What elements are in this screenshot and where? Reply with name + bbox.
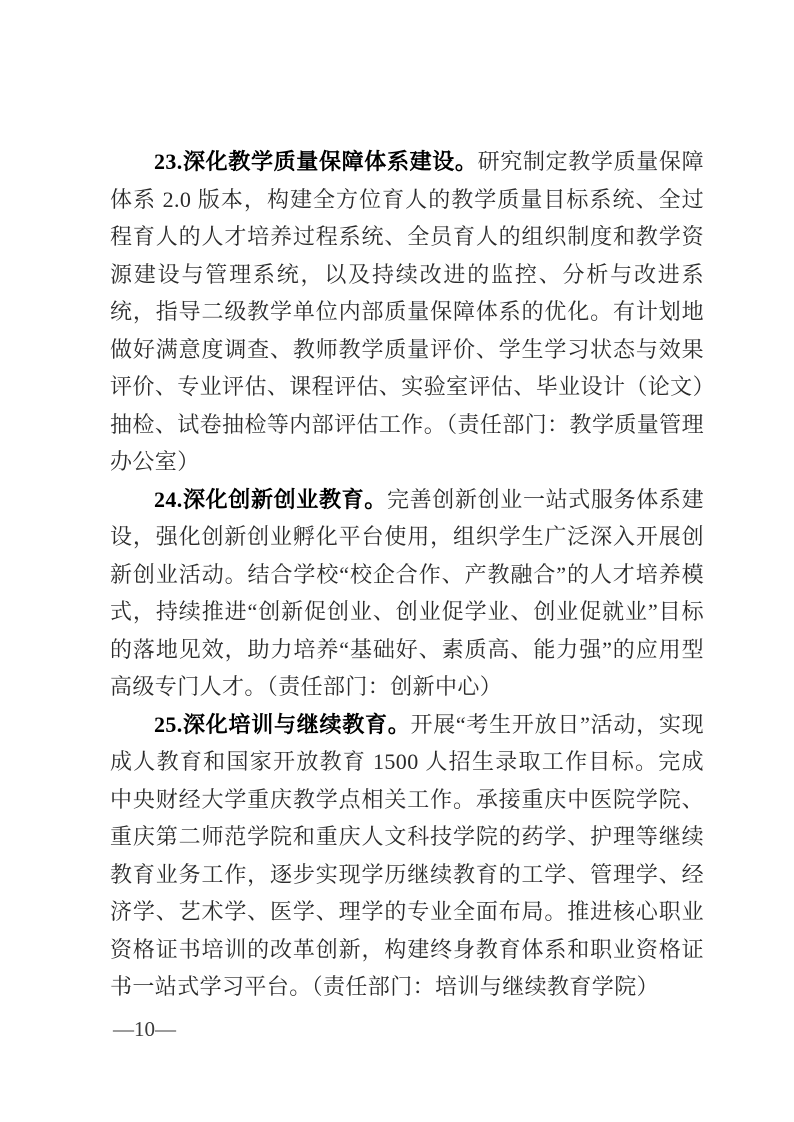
paragraph-24-body: 完善创新创业一站式服务体系建设，强化创新创业孵化平台使用，组织学生广泛深入开展创新创业活动。结合学校“校企合作、产教融合”的人才培养模式，持续推进“创新促创业、创业促学业、创业促就业”目标的落地见效，助力培养“基础好、素质高、能力强”的应用型高级专门人才。（责任部门：创新中心） bbox=[110, 486, 704, 699]
paragraph-25-body: 开展“考生开放日”活动，实现成人教育和国家开放教育 1500 人招生录取工作目标。完成中央财经大学重庆教学点相关工作。承接重庆中医院学院、重庆第二师范学院和重庆人文科技学院的药学、护理等继续教育业务工作，逐步实现学历继续教育的工学、管理学、经济学、艺术学、医学、理学的专业全面布局。推进核心职业资格证书培训的改革创新，构建终身教育体系和职业资格证书一站式学习平台。（责任部门：培训与继续教育学院） bbox=[110, 711, 705, 999]
paragraph-item-25 bbox=[110, 706, 704, 1006]
page-number: —10— bbox=[113, 1017, 176, 1041]
paragraph-item-24 bbox=[110, 481, 704, 706]
paragraph-25-heading: 25.深化培训与继续教育。 bbox=[154, 711, 411, 737]
paragraph-24-heading: 24.深化创新创业教育。 bbox=[154, 486, 387, 512]
paragraph-23-body: 研究制定教学质量保障体系 2.0 版本，构建全方位育人的教学质量目标系统、全过程育人的人才培养过程系统、全员育人的组织制度和教学资源建设与管理系统，以及持续改进的监控、分析与改进系统，指导二级教学单位内部质量保障体系的优化。有计划地做好满意度调查、教师教学质量评价、学生学习状态与效果评价、专业评估、课程评估、实验室评估、毕业设计（论文）抽检、试卷抽检等内部评估工作。（责任部门：教学质量管理办公室） bbox=[110, 149, 704, 474]
paragraph-23-heading: 23.深化教学质量保障体系建设。 bbox=[154, 149, 478, 174]
document-body bbox=[110, 143, 704, 1006]
paragraph-item-23 bbox=[110, 143, 704, 481]
